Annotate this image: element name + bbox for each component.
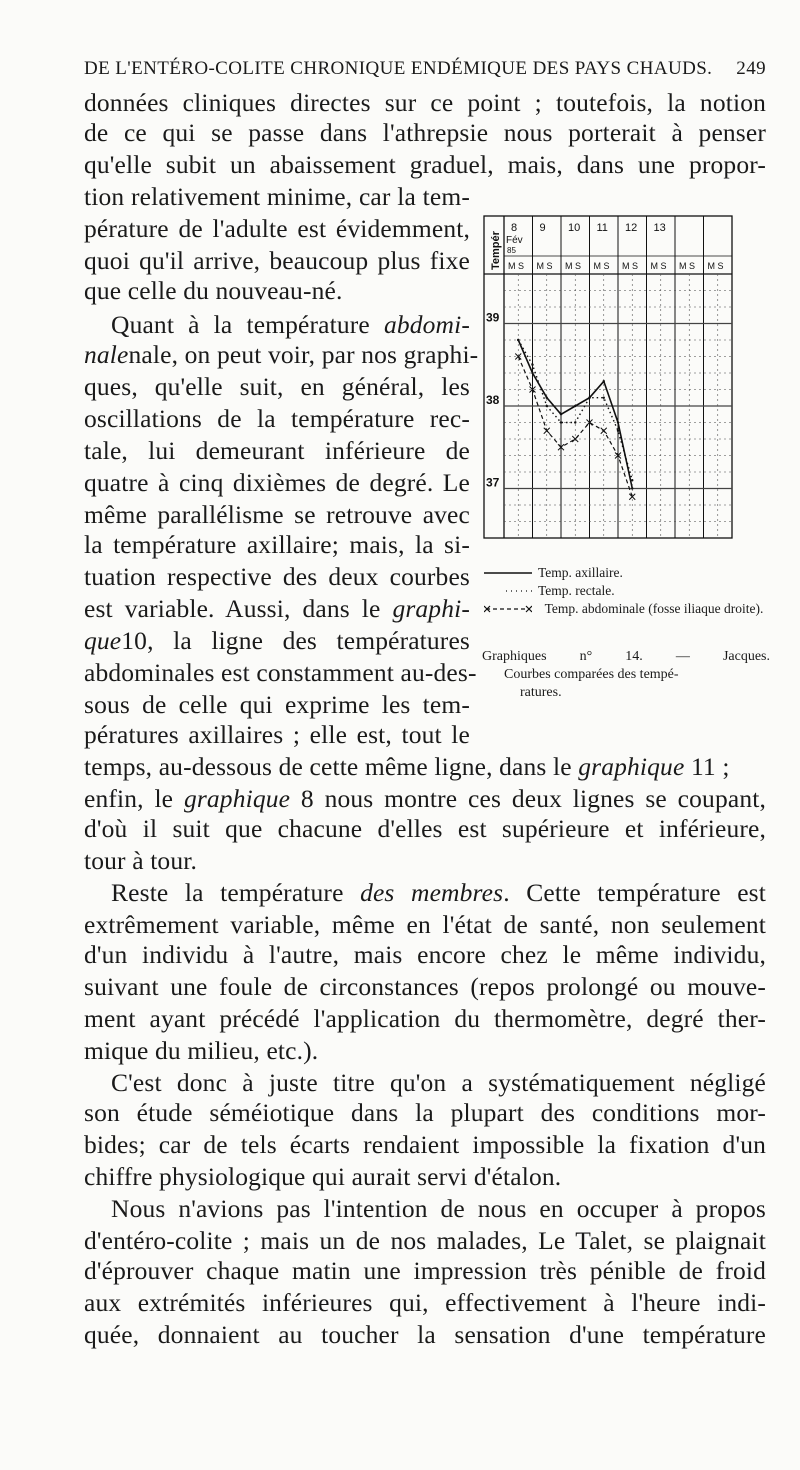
month-label: Fév <box>506 235 523 246</box>
ms-label: M S <box>536 261 553 271</box>
text-line: d'où il suit que chacune d'elles est supérieure et inférieure, <box>84 814 766 843</box>
caption-title: Graphiques n° 14. — Jacques. <box>482 649 770 664</box>
text-line: ques, qu'elle suit, en général, les <box>84 372 470 401</box>
italic-word: que <box>84 626 122 655</box>
text-line: pérature de l'adulte est évidemment, <box>84 214 470 243</box>
text-line: tion relativement minime, car la tem- <box>84 182 470 211</box>
text-run: temps, au-dessous de cette même ligne, dans le <box>84 752 572 781</box>
text-line: d'un individu à l'autre, mais encore chez le même individu, <box>84 940 766 969</box>
text-run: 8 nous montre ces deux lignes se coupant, <box>290 784 766 813</box>
page-number: 249 <box>736 58 766 79</box>
caption-line: ratures. <box>520 685 562 700</box>
text-line: quée, donnaient au toucher la sensation d'une température <box>84 1320 766 1349</box>
text-line <box>84 626 470 656</box>
text-line: tale, lui demeurant inférieure de <box>84 436 470 465</box>
data-point <box>588 397 590 399</box>
text-line: que celle du nouveau-né. <box>84 276 343 305</box>
text-line: sous de celle qui exprime les tem- <box>84 690 470 719</box>
text-line: son étude séméiotique dans la plupart des conditions mor- <box>84 1098 766 1127</box>
italic-word: graphique <box>183 784 291 813</box>
ms-label: M S <box>650 261 667 271</box>
text-line: tour à tour. <box>84 846 197 875</box>
text-run: Reste la température <box>111 878 344 907</box>
day-label: 12 <box>625 222 638 234</box>
text-run: . Cette température est <box>503 878 766 907</box>
ms-label: M S <box>508 261 525 271</box>
data-point <box>617 430 619 432</box>
data-point <box>603 397 605 399</box>
italic-word: abdomi- <box>383 310 470 339</box>
text-line: abdominales est constamment au-des- <box>84 658 477 687</box>
text-line: C'est donc à juste titre qu'on a systématiquement négligé <box>111 1068 766 1097</box>
data-point <box>531 364 533 366</box>
day-label: 13 <box>653 222 666 234</box>
text-line: d'éprouver chaque matin une impression très pénible de froid <box>84 1256 766 1285</box>
temperature-chart <box>482 212 740 542</box>
data-point <box>603 380 605 382</box>
day-label: 9 <box>539 222 546 234</box>
data-point <box>546 405 548 407</box>
ms-label: M S <box>622 261 639 271</box>
text-line: quatre à cinq dixièmes de degré. Le <box>84 468 470 497</box>
text-line: suivant une foule de circonstances (repos prolongé ou mouve- <box>84 972 766 1001</box>
text-run: nale, on peut voir, par nos graphi- <box>128 340 479 369</box>
legend-dotted-swatch <box>484 589 532 593</box>
text-line: extrêmement variable, même en l'état de santé, non seulement <box>84 910 766 939</box>
chart-header <box>490 222 732 271</box>
ms-label: M S <box>707 261 724 271</box>
ms-label: M S <box>565 261 582 271</box>
day-label: 8 <box>511 222 518 234</box>
italic-word: graphi- <box>392 594 470 623</box>
text-line: tuation respective des deux courbes <box>84 562 470 591</box>
text-line: Nous n'avions pas l'intention de nous en occuper à propos <box>111 1194 766 1223</box>
data-point-cross <box>601 428 607 434</box>
y-tick-label: 37 <box>486 475 500 490</box>
day-label: 10 <box>568 222 581 234</box>
y-tick-label: 38 <box>486 393 500 407</box>
data-point-cross <box>572 436 578 442</box>
text-line: données cliniques directes sur ce point ; toutefois, la notion <box>84 88 766 117</box>
data-point <box>574 421 576 423</box>
ms-label: M S <box>593 261 610 271</box>
italic-word: nale <box>84 340 129 369</box>
temperature-figure <box>482 212 770 772</box>
legend-label: Temp. abdominale (fosse iliaque droite). <box>544 601 764 616</box>
text-run: enfin, le <box>84 784 174 813</box>
text-line: oscillations de la température rec- <box>84 404 470 433</box>
text-line: pératures axillaires ; elle est, tout le <box>84 720 470 749</box>
legend-label: Temp. axillaire. <box>538 565 623 580</box>
text-run: Quant à la température <box>111 310 370 339</box>
text-line: aux extrémités inférieures qui, effectivement à l'heure indi- <box>84 1288 766 1317</box>
figure-caption <box>482 648 770 702</box>
data-point-cross <box>544 428 550 434</box>
day-label: 11 <box>596 222 608 234</box>
text-run: 10, la ligne des températures <box>121 626 470 655</box>
text-line <box>111 878 766 908</box>
data-point <box>517 339 519 341</box>
data-point <box>631 487 633 489</box>
legend-dashed-swatch <box>484 604 532 614</box>
text-line: quoi qu'il arrive, beaucoup plus fixe <box>84 246 470 275</box>
data-point <box>574 405 576 407</box>
italic-word: des membres <box>360 878 504 907</box>
text-line: même parallélisme se retrouve avec <box>84 500 470 529</box>
ms-label: M S <box>679 261 696 271</box>
data-point <box>560 421 562 423</box>
legend-label: Temp. rectale. <box>538 583 615 598</box>
text-line: chiffre physiologique qui aurait servi d'étalon. <box>84 1162 562 1191</box>
text-line: la température axillaire; mais, la si- <box>84 530 470 559</box>
data-point <box>631 479 633 481</box>
text-run: 11 ; <box>684 752 730 781</box>
data-point <box>560 413 562 415</box>
text-line: d'entéro-colite ; mais un de nos malades, Le Talet, se plaignait <box>84 1226 766 1255</box>
running-title: DE L'ENTÉRO-COLITE CHRONIQUE ENDÉMIQUE DES PAYS CHAUDS. <box>84 58 713 79</box>
text-line: ment ayant précédé l'application du thermomètre, degré ther- <box>84 1004 766 1033</box>
data-point <box>617 421 619 423</box>
text-line <box>84 340 479 370</box>
data-point <box>546 397 548 399</box>
text-line: bides; car de tels écarts rendaient impossible la fixation d'un <box>84 1130 766 1159</box>
text-line <box>84 594 470 624</box>
text-line: qu'elle subit un abaissement graduel, mais, dans une propor- <box>84 150 766 179</box>
y-tick-label: 39 <box>486 310 500 325</box>
data-point <box>531 372 533 374</box>
italic-word: graphique <box>578 752 685 781</box>
text-run: est variable. Aussi, dans le <box>84 594 381 623</box>
text-line: de ce qui se passe dans l'athrepsie nous porterait à penser <box>84 118 766 147</box>
text-line <box>111 310 470 340</box>
legend-solid-swatch <box>484 571 532 575</box>
year-label: 85 <box>507 246 516 255</box>
text-line <box>84 784 766 814</box>
text-line: mique du milieu, etc.). <box>84 1036 319 1065</box>
caption-line: Courbes comparées des tempé- <box>504 667 679 682</box>
axis-title: Tempér <box>490 231 502 270</box>
legend-abdominale <box>484 600 770 636</box>
